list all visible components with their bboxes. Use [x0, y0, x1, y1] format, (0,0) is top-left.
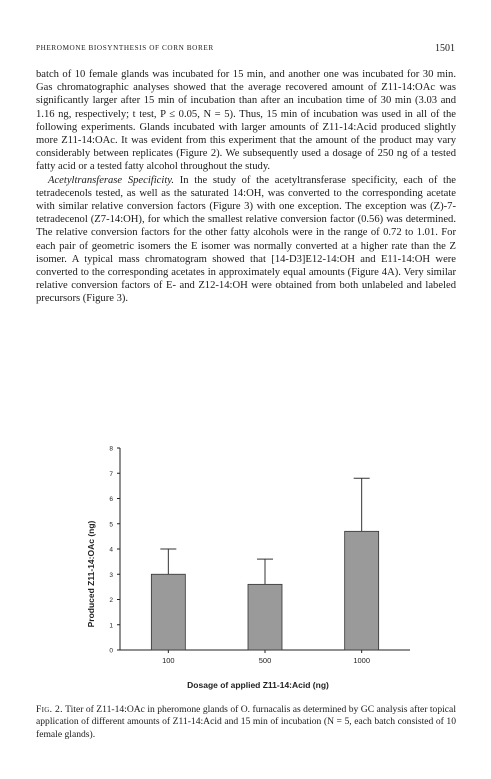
body-text [36, 68, 456, 306]
paragraph-2-heading: Acetyltransferase Specificity. [48, 174, 175, 186]
y-tick-label: 0 [109, 647, 113, 655]
bar [248, 584, 282, 650]
y-tick-label: 4 [109, 546, 113, 554]
y-tick-label: 2 [109, 597, 113, 604]
y-tick-label: 8 [109, 445, 113, 453]
x-tick-label: 100 [162, 656, 175, 665]
paragraph-2 [36, 174, 456, 306]
caption-text: Titer of Z11-14:OAc in pheromone glands of O. furnacalis as determined by GC analysis after topical application of different amounts of Z11-14:Acid and 15 min of incubation (N = 5, each batch consisted of 10 female glands). [36, 704, 456, 740]
y-tick-label: 1 [109, 622, 113, 630]
y-tick-label: 5 [109, 521, 113, 529]
bar [345, 531, 379, 650]
paragraph-1: batch of 10 female glands was incubated for 15 min, and another one was incubated for 30 min. Gas chromatographic analyses showed that the average recovered amount of Z11-14:OAc was significantly larger after 15 min of incubation than after an incubation time of 30 min (3.03 and 1.16 ng, respectively; t test, P ≤ 0.05, N = 5). Thus, 15 min of incubation was used in all of the following experiments. Glands incubated with larger amounts of Z11-14:Acid produced slightly more Z11-14:OAc. It was evident from this experiment that the amount of the product may vary considerably between replicates (Figure 2). We subsequently used a dosage of 250 ng of a tested fatty acid or a tested fatty alcohol throughout the study. [36, 69, 456, 173]
y-tick-label: 3 [109, 571, 113, 579]
x-tick-label: 1000 [353, 656, 371, 665]
y-tick-label: 7 [109, 470, 113, 478]
page-number: 1501 [435, 43, 455, 54]
x-axis [120, 650, 410, 665]
bar [151, 574, 185, 650]
y-axis-label: Produced Z11-14:OAc (ng) [86, 520, 96, 628]
figure-caption [36, 704, 456, 741]
y-axis [109, 446, 120, 655]
paragraph-2-text: In the study of the acetyltransferase specificity, each of the tetradecenols tested, as well as the saturated 14:OH, was converted to the corresponding acetate with similar relative conversion factors (Figure 3) with one exception. The exception was (Z)-7-tetradecenol (Z7-14:OH), for which the smallest relative conversion factor (0.56) was determined. The relative conversion factors for the other fatty alcohols were in the range of 0.72 to 1.01. For each pair of geometric isomers the E isomer was normally converted at a higher rate than the Z isomer. A typical mass chromatogram showed that [14-D3]E12-14:OH and E11-14:OH were converted to the corresponding acetates in approximately equal amounts (Figure 4A). Very similar relative conversion factors of E- and Z12-14:OH were obtained from both unlabeled and labeled precursors (Figure 3). [36, 174, 456, 305]
x-axis-label: Dosage of applied Z11-14:Acid (ng) [187, 680, 329, 690]
y-tick-label: 6 [109, 496, 113, 503]
figure-2 [80, 438, 420, 696]
error-bars [160, 478, 369, 584]
bar-chart [80, 438, 420, 696]
x-tick-label: 500 [258, 656, 272, 665]
caption-label: Fig. 2. [36, 704, 63, 715]
running-head: PHEROMONE BIOSYNTHESIS OF CORN BORER [36, 44, 214, 52]
page-header [36, 44, 455, 58]
bars [151, 531, 378, 650]
